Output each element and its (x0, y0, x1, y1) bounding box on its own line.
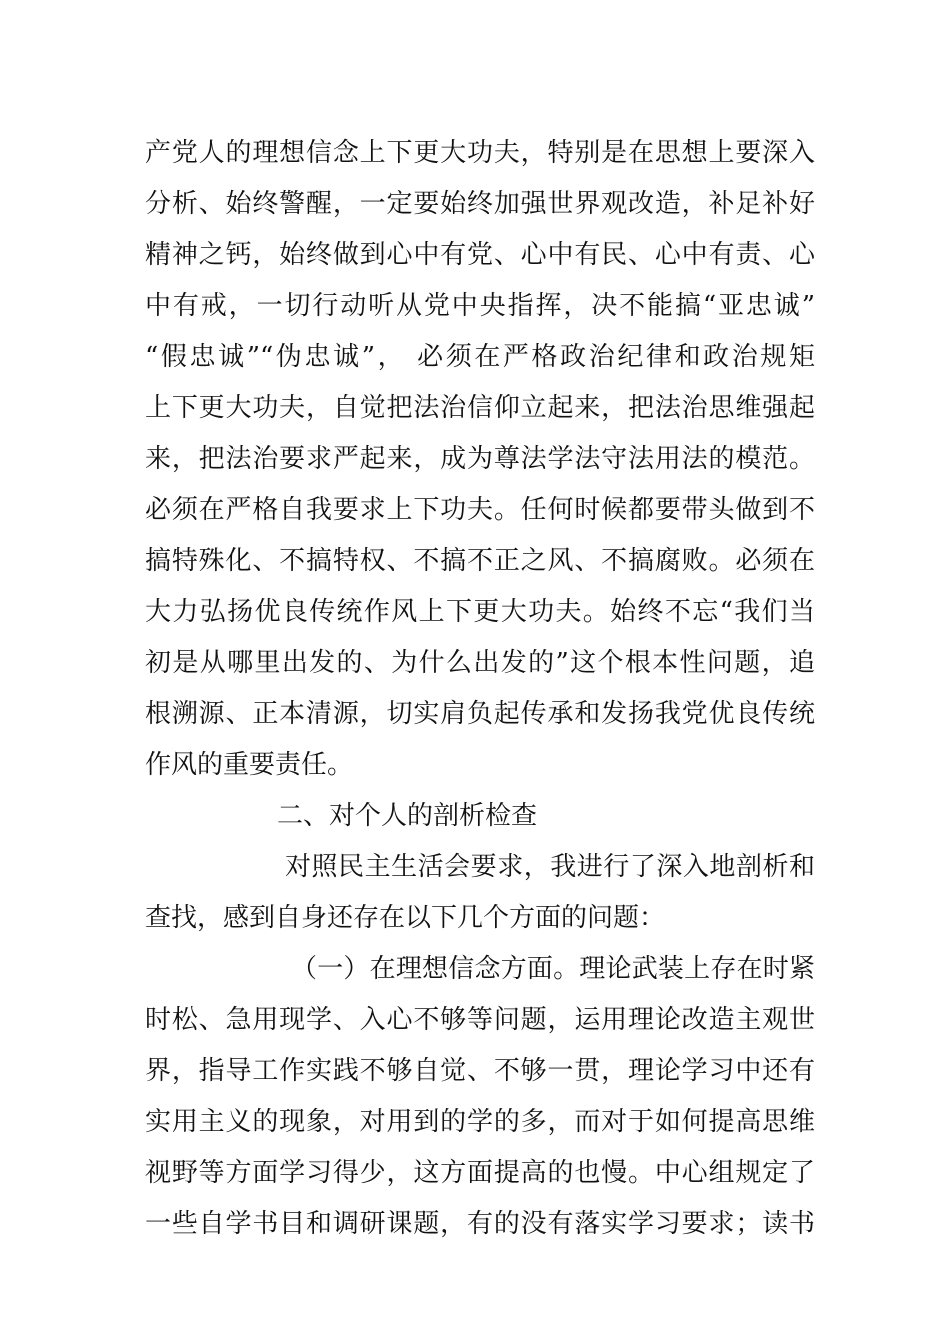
text-line: 作风的重要责任。 (145, 750, 354, 780)
text-line: 查找，感到自身还存在以下几个方面的问题： (145, 903, 666, 933)
text-line: 搞特殊化、不搞特权、不搞不正之风、不搞腐败。必须在 (145, 546, 815, 576)
section-heading: 二、对个人的剖析检查 (277, 801, 538, 831)
text-line: 实用主义的现象，对用到的学的多，而对于如何提高思维 (145, 1107, 815, 1137)
text-line: 时松、急用现学、入心不够等问题，运用理论改造主观世 (145, 1005, 815, 1035)
body-text (145, 128, 815, 1250)
text-line: 初是从哪里出发的、为什么出发的”这个根本性问题，追 (145, 648, 815, 678)
text-line: 精神之钙，始终做到心中有党、心中有民、心中有责、心 (145, 240, 815, 270)
text-line: 来，把法治要求严起来，成为尊法学法守法用法的模范。 (145, 444, 815, 474)
text-line: 视野等方面学习得少，这方面提高的也慢。中心组规定了 (145, 1158, 815, 1188)
text-line: 分析、始终警醒，一定要始终加强世界观改造，补足补好 (145, 189, 815, 219)
text-line: 根溯源、正本清源，切实肩负起传承和发扬我党优良传统 (145, 699, 815, 729)
text-line: 对照民主生活会要求，我进行了深入地剖析和 (285, 852, 815, 882)
text-line: 界，指导工作实践不够自觉、不够一贯，理论学习中还有 (145, 1056, 815, 1086)
text-line: 一些自学书目和调研课题，有的没有落实学习要求；读书 (145, 1209, 815, 1239)
text-line: 必须在严格自我要求上下功夫。任何时候都要带头做到不 (145, 495, 815, 525)
subsection-heading: （一）在理想信念方面。理论武装上存在时紧 (291, 954, 815, 984)
text-line: 大力弘扬优良传统作风上下更大功夫。始终不忘“我们当 (145, 597, 815, 627)
text-line: 中有戒，一切行动听从党中央指挥，决不能搞“亚忠诚” (145, 291, 815, 321)
text-line: “假忠诚”“伪忠诚”， 必须在严格政治纪律和政治规矩 (145, 342, 815, 372)
text-line: 上下更大功夫，自觉把法治信仰立起来，把法治思维强起 (145, 393, 815, 423)
text-line: 产党人的理想信念上下更大功夫，特别是在思想上要深入 (145, 138, 815, 168)
